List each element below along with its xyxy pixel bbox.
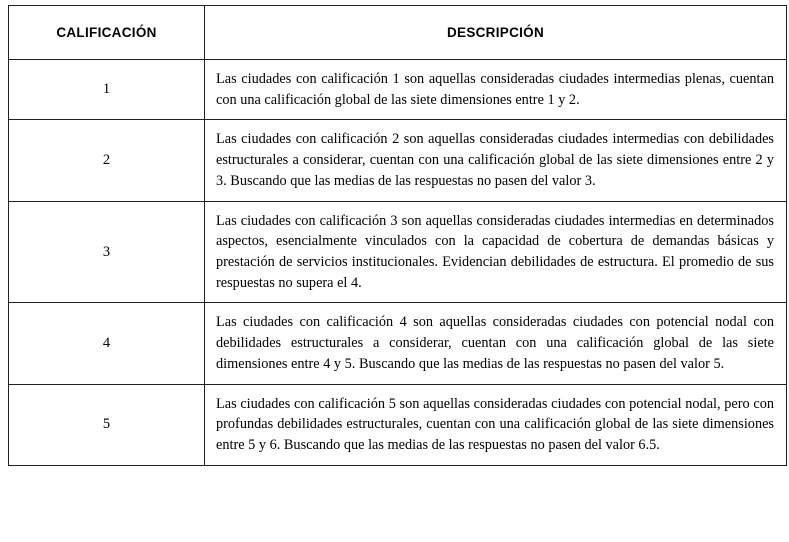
cell-description: Las ciudades con calificación 5 son aquellas consideradas ciudades con potencial nodal, pero con profundas debilidades estructurales, cuentan con una calificación global de las siete dimensiones entre 5 y 6. Buscando que las medias de las respuestas no pasen del valor 6.5. [205, 384, 787, 465]
cell-grade: 3 [9, 201, 205, 303]
table-row [9, 303, 787, 384]
cell-grade: 1 [9, 60, 205, 120]
table-body [9, 60, 787, 466]
column-header-grade: CALIFICACIÓN [9, 6, 205, 60]
table-row [9, 201, 787, 303]
table-header [9, 6, 787, 60]
cell-grade: 5 [9, 384, 205, 465]
column-header-description: DESCRIPCIÓN [205, 6, 787, 60]
table-header-row [9, 6, 787, 60]
cell-description: Las ciudades con calificación 1 son aquellas consideradas ciudades intermedias plenas, cuentan con una calificación global de las siete dimensiones entre 1 y 2. [205, 60, 787, 120]
cell-description: Las ciudades con calificación 4 son aquellas consideradas ciudades con potencial nodal con debilidades estructurales a considerar, cuentan con una calificación global de las siete dimensiones entre 4 y 5. Buscando que las medias de las respuestas no pasen del valor 5. [205, 303, 787, 384]
table-row [9, 60, 787, 120]
rating-description-table [8, 5, 787, 466]
cell-description: Las ciudades con calificación 2 son aquellas consideradas ciudades intermedias con debilidades estructurales a considerar, cuentan con una calificación global de las siete dimensiones entre 2 y 3. Buscando que las medias de las respuestas no pasen del valor 3. [205, 120, 787, 201]
cell-grade: 4 [9, 303, 205, 384]
cell-description: Las ciudades con calificación 3 son aquellas consideradas ciudades intermedias en determinados aspectos, esencialmente vinculados con la capacidad de cobertura de demandas básicas y prestación de servicios institucionales. Evidencian debilidades de estructura. El promedio de sus respuestas no supera el 4. [205, 201, 787, 303]
table-row [9, 384, 787, 465]
table-row [9, 120, 787, 201]
cell-grade: 2 [9, 120, 205, 201]
